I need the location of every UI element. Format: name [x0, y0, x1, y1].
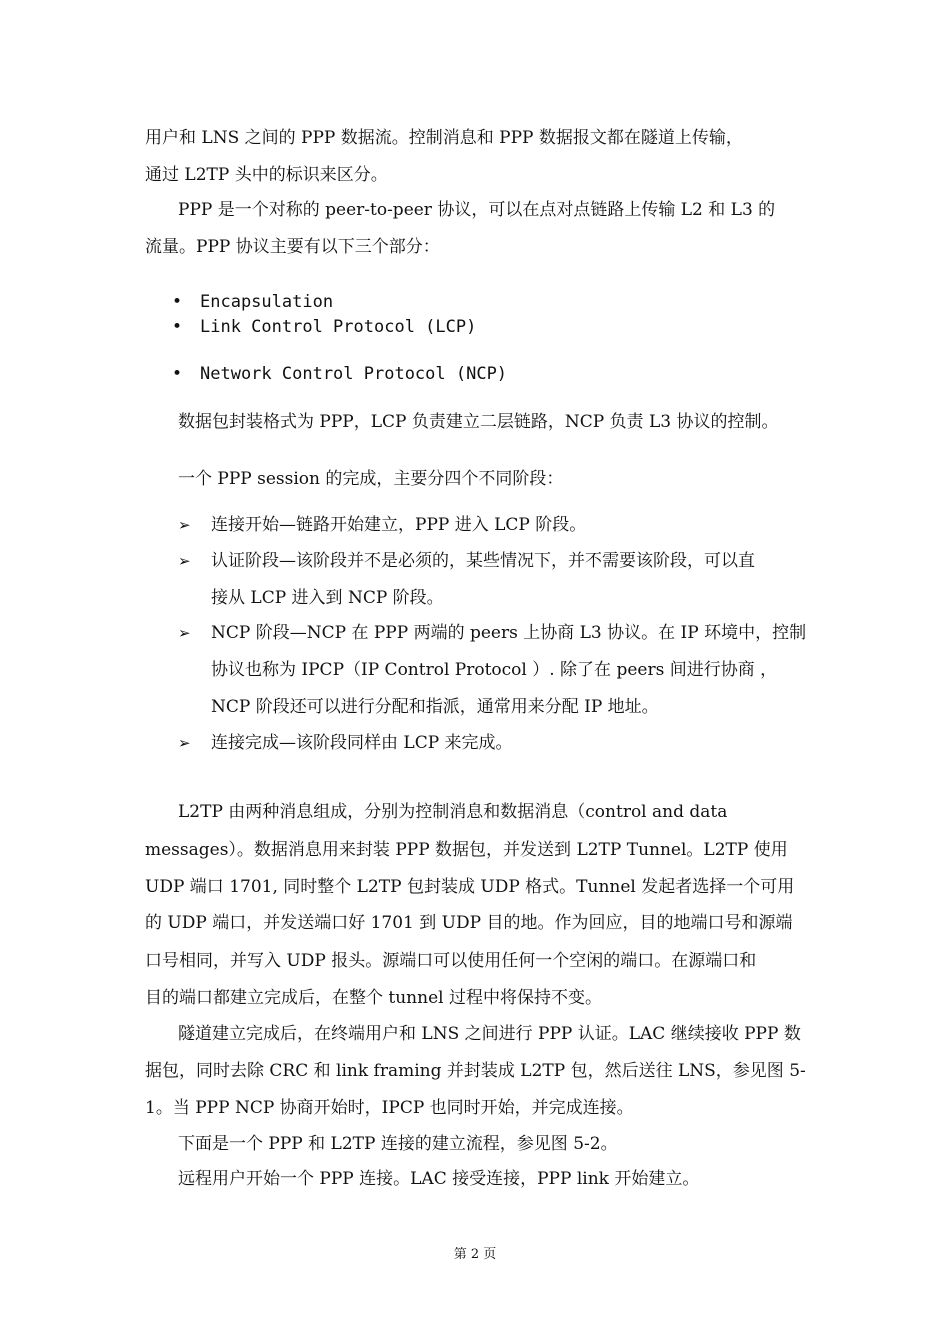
l2tp-line-3: UDP 端口 1701, 同时整个 L2TP 包封装成 UDP 格式。Tunnel 发起者选择一个可用 [145, 877, 795, 897]
ppp-part-lcp: Link Control Protocol (LCP) [200, 317, 477, 337]
phase-3-line-2: 协议也称为 IPCP（IP Control Protocol ）. 除了在 peers 间进行协商 ， [211, 660, 778, 680]
arrow-bullet-icon: ➢ [178, 552, 191, 570]
l2tp-line-2: messages）。数据消息用来封装 PPP 数据包，并发送到 L2TP Tunnel。L2TP 使用 [145, 840, 788, 860]
summary-line-2: 一个 PPP session 的完成，主要分四个不同阶段： [178, 469, 564, 489]
phase-3-line-3: NCP 阶段还可以进行分配和指派，通常用来分配 IP 地址。 [211, 697, 659, 717]
ppp-part-ncp: Network Control Protocol (NCP) [200, 364, 508, 384]
l2tp-line-10: 下面是一个 PPP 和 L2TP 连接的建立流程，参见图 5-2。 [178, 1134, 618, 1154]
intro-line-3: PPP 是一个对称的 peer-to-peer 协议，可以在点对点链路上传输 L2 和 L3 的 [178, 200, 776, 220]
l2tp-line-11: 远程用户开始一个 PPP 连接。LAC 接受连接，PPP link 开始建立。 [178, 1169, 700, 1189]
phase-3-line-1: NCP 阶段—NCP 在 PPP 两端的 peers 上协商 L3 协议。在 IP 环境中，控制 [211, 623, 807, 643]
phase-2-line-1: 认证阶段—该阶段并不是必须的，某些情况下，并不需要该阶段，可以直 [211, 551, 755, 571]
l2tp-line-6: 目的端口都建立完成后，在整个 tunnel 过程中将保持不变。 [145, 988, 602, 1008]
arrow-bullet-icon: ➢ [178, 734, 191, 752]
intro-line-1: 用户和 LNS 之间的 PPP 数据流。控制消息和 PPP 数据报文都在隧道上传输， [145, 128, 743, 148]
summary-line-1: 数据包封装格式为 PPP，LCP 负责建立二层链路，NCP 负责 L3 协议的控制。 [178, 412, 779, 432]
bullet-dot-1: • [172, 292, 183, 312]
intro-line-2: 通过 L2TP 头中的标识来区分。 [145, 165, 388, 185]
l2tp-line-1: L2TP 由两种消息组成，分别为控制消息和数据消息（control and data [178, 802, 728, 822]
bullet-dot-2: • [172, 317, 183, 337]
bullet-dot-3: • [172, 364, 183, 384]
phase-4: 连接完成—该阶段同样由 LCP 来完成。 [211, 733, 513, 753]
phase-2-line-2: 接从 LCP 进入到 NCP 阶段。 [211, 588, 444, 608]
arrow-bullet-icon: ➢ [178, 516, 191, 534]
page-number: 第 2 页 [453, 1247, 497, 1262]
l2tp-line-5: 口号相同，并写入 UDP 报头。源端口可以使用任何一个空闲的端口。在源端口和 [145, 951, 757, 971]
arrow-bullet-icon: ➢ [178, 624, 191, 642]
l2tp-line-7: 隧道建立完成后，在终端用户和 LNS 之间进行 PPP 认证。LAC 继续接收 PPP 数 [178, 1024, 801, 1044]
intro-line-4: 流量。PPP 协议主要有以下三个部分： [145, 237, 440, 257]
phase-1: 连接开始—链路开始建立，PPP 进入 LCP 阶段。 [211, 515, 587, 535]
l2tp-line-9: 1。当 PPP NCP 协商开始时，IPCP 也同时开始，并完成连接。 [145, 1098, 634, 1118]
ppp-part-encapsulation: Encapsulation [200, 292, 334, 312]
l2tp-line-4: 的 UDP 端口，并发送端口好 1701 到 UDP 目的地。作为回应，目的地端口号和源端 [145, 913, 793, 933]
l2tp-line-8: 据包，同时去除 CRC 和 link framing 并封装成 L2TP 包，然后送往 LNS，参见图 5- [145, 1061, 806, 1081]
